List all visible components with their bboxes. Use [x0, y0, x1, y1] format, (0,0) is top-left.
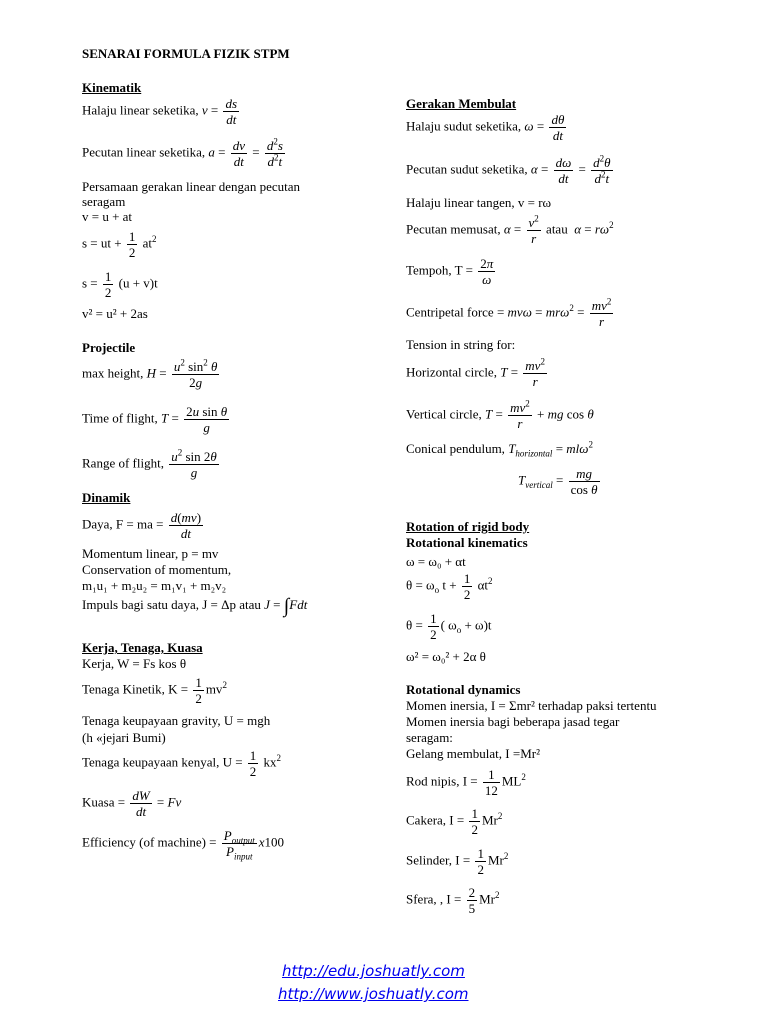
halaju-tangen: Halaju linear tangen, v = rω	[406, 195, 552, 210]
impuls-label: Impuls bagi satu daya, J = Δp atau	[82, 597, 261, 612]
centripetal-formula: Centripetal force = mvω = mrω$^2$ = $\frac{mv^2}{r}$	[406, 296, 612, 329]
pecutan-sudut-formula: Pecutan sudut seketika, α = $\frac{d\omega}{dt}$ = $\frac{d^2\theta}{d^2t}$	[406, 153, 611, 186]
pecutan-linear-formula: Pecutan linear seketika, a = $\frac{dv}{dt}$ = $\frac{d^2s}{d^2t}$	[82, 136, 283, 169]
persamaan-line1: Persamaan gerakan linear dengan pecutan	[82, 179, 301, 194]
momen-bagi-line2: seragam:	[406, 730, 453, 745]
conservation-equation: m₁u₁ + m₂u₂ = m₁v₁ + m₂v₂	[82, 578, 227, 593]
vertical-circle-label: Vertical circle,	[406, 406, 482, 422]
cakera-label: Cakera, I =	[406, 812, 465, 828]
equation-v2: v² = u² + 2as	[82, 306, 148, 321]
conical-pendulum-label: Conical pendulum,	[406, 441, 505, 456]
equation-v: v = u + at	[82, 209, 133, 224]
kerja-formula: Kerja, W = Fs kos θ	[82, 656, 187, 671]
conical-vertical-formula: $T_{vertical}$ = $\frac{mg}{\text{cos θ}}$	[518, 466, 598, 497]
momentum-linear: Momentum linear, p = mv	[82, 546, 219, 561]
impuls-formula: Impuls bagi satu daya, J = Δp atau J = ∫Fdt	[82, 595, 308, 618]
kerja-heading: Kerja, Tenaga, Kuasa	[82, 640, 203, 655]
rod-nipis-label: Rod nipis, I =	[406, 773, 478, 789]
rigid-body-heading: Rotation of rigid body	[406, 519, 530, 534]
time-of-flight-label: Time of flight,	[82, 410, 158, 426]
edu-link[interactable]	[282, 963, 465, 980]
rot-eq-omega2: ω² = ω₀² + 2α θ	[406, 649, 486, 664]
cakera-formula: Cakera, I = $\frac{1}{2}$ Mr$^2$	[406, 806, 503, 837]
rot-eq-omega: ω = ω₀ + αt	[406, 554, 466, 569]
range-label: Range of flight,	[82, 455, 164, 471]
rod-nipis-formula: Rod nipis, I = $\frac{1}{12}$ $ML^2$	[406, 767, 526, 798]
tension-label: Tension in string for:	[406, 337, 516, 352]
tenaga-kinetik-formula: Tenaga Kinetik, K = $\frac{1}{2}$ $mv^2$	[82, 675, 227, 706]
dinamik-heading: Dinamik	[82, 490, 131, 505]
momen-bagi-line1: Momen inersia bagi beberapa jasad tegar	[406, 714, 620, 729]
kuasa-formula: Kuasa = $\frac{dW}{dt}$ = Fv	[82, 788, 182, 819]
tempoh-label: Tempoh, T =	[406, 262, 473, 278]
kinematik-heading: Kinematik	[82, 80, 142, 95]
efficiency-label: Efficiency (of machine) =	[82, 834, 217, 850]
time-of-flight-formula: Time of flight, T = $\frac{\text{2u sin θ}}{g}$	[82, 404, 228, 435]
gravity-note: (h «jejari Bumi)	[82, 730, 166, 745]
tenaga-kinetik-label: Tenaga Kinetik, K =	[82, 681, 189, 697]
rot-eq-theta2: θ = $\frac{1}{2}$ ( $\omega_o + \omega)t$	[406, 611, 492, 642]
tenaga-kenyal-formula: Tenaga keupayaan kenyal, U = $\frac{1}{2}$ $kx^2$	[82, 748, 282, 779]
projectile-heading: Projectile	[82, 340, 136, 355]
equation-s2: s = $\frac{1}{2}$ (u + v)t	[82, 269, 158, 300]
rot-eq-theta1: $\theta = \omega_o$ t + $\frac{1}{2}$ $\alpha t^2$	[406, 571, 493, 602]
pecutan-memusat-label: Pecutan memusat,	[406, 221, 501, 237]
rotational-kinematics-heading: Rotational kinematics	[406, 535, 528, 550]
sfera-formula: Sfera, , I = $\frac{2}{5}$ Mr$^2$	[406, 885, 500, 916]
equation-s1: s = ut + $\frac{1}{2}$ $at^2$	[82, 229, 157, 260]
momen-inersia: Momen inersia, I = Σmr² terhadap paksi tertentu	[406, 698, 657, 713]
selinder-formula: Selinder, I = $\frac{1}{2}$ Mr$^2$	[406, 846, 509, 877]
selinder-label: Selinder, I =	[406, 852, 471, 868]
pecutan-linear-label: Pecutan linear seketika,	[82, 144, 206, 160]
pecutan-sudut-label: Pecutan sudut seketika,	[406, 161, 528, 177]
www-link-text[interactable]: http://www.joshuatly.com	[278, 985, 469, 1003]
centripetal-label: Centripetal force =	[406, 304, 505, 320]
rotational-dynamics-heading: Rotational dynamics	[406, 682, 521, 697]
max-height-label: max height,	[82, 365, 144, 381]
www-link[interactable]	[278, 986, 469, 1003]
horizontal-circle-label: Horizontal circle,	[406, 364, 497, 380]
halaju-sudut-formula: Halaju sudut seketika, ω = $\frac{d\theta}{dt}$	[406, 112, 565, 143]
max-height-formula: max height, H = $\frac{u^2 \sin^2 \theta}{2g}$	[82, 357, 218, 390]
efficiency-formula: Efficiency (of machine) = $\frac{P_{output}}{P_{input}}$ x100	[82, 828, 285, 862]
daya-formula: Daya, F = ma = $\frac{d(mv)}{dt}$	[82, 510, 202, 541]
horizontal-circle-formula: Horizontal circle, T = $\frac{mv^2}{r}$	[406, 356, 545, 389]
vertical-circle-formula: Vertical circle, T = $\frac{mv^2}{r}$ + mg cos θ	[406, 398, 594, 431]
halaju-linear-label: Halaju linear seketika,	[82, 102, 199, 118]
tempoh-formula: Tempoh, T = $\frac{2\pi}{\omega}$	[406, 256, 494, 287]
tenaga-kenyal-label: Tenaga keupayaan kenyal, U =	[82, 754, 243, 770]
page-title: SENARAI FORMULA FIZIK STPM	[82, 46, 290, 61]
edu-link-text[interactable]: http://edu.joshuatly.com	[282, 962, 465, 980]
range-formula: Range of flight, $\frac{u^2 \sin 2\theta}{g}$	[82, 447, 217, 480]
persamaan-line2: seragam	[82, 194, 126, 209]
sfera-label: Sfera, , I =	[406, 891, 462, 907]
halaju-linear-formula: Halaju linear seketika, v = $\frac{ds}{dt}$	[82, 96, 238, 127]
daya-label: Daya, F = ma =	[82, 516, 164, 532]
gerakan-membulat-heading: Gerakan Membulat	[406, 96, 517, 111]
gelang-membulat: Gelang membulat, I =Mr²	[406, 746, 540, 761]
halaju-sudut-label: Halaju sudut seketika,	[406, 118, 522, 134]
tenaga-gravity: Tenaga keupayaan gravity, U = mgh	[82, 713, 271, 728]
conical-pendulum-formula: Conical pendulum, $T_{horizontal} = ml\omega^2$	[406, 439, 593, 459]
pecutan-memusat-formula: Pecutan memusat, α = $\frac{v^2}{r}$ atau $\alpha = r\omega^2$	[406, 213, 614, 246]
kuasa-label: Kuasa =	[82, 794, 126, 810]
conservation-label: Conservation of momentum,	[82, 562, 232, 577]
